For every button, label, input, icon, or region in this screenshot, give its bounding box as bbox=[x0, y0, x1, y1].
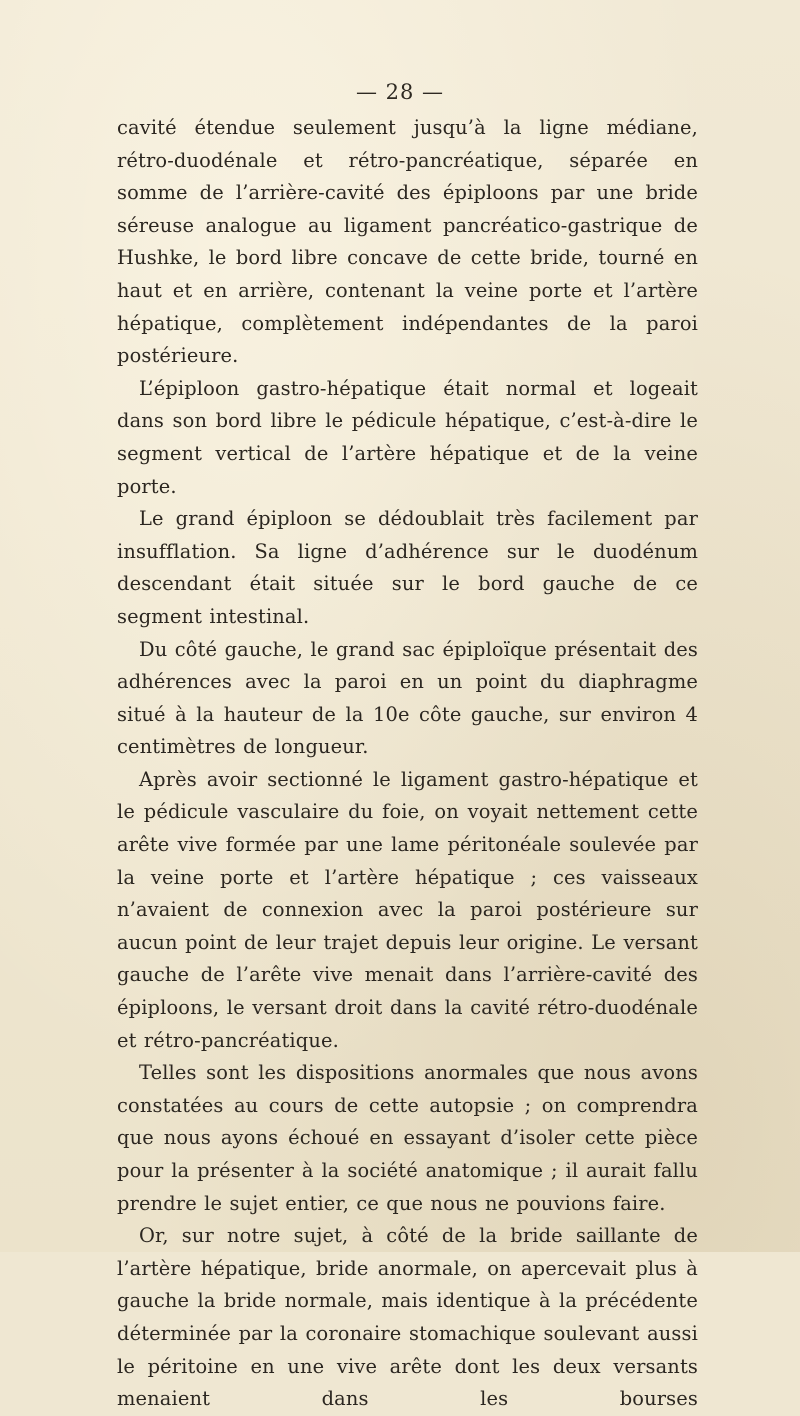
paragraph-5: Après avoir sectionné le ligament gastro-hépatique et le pédicule vasculaire du foie, on voyait nettement cette arête vive formée par une lame péritonéale soulevée par la veine porte et l’artère hépatique ; ces vaisseaux n’avaient de connexion avec la paroi postérieure sur aucun point de leur trajet depuis leur origine. Le versant gauche de l’arête vive menait dans l’arrière-cavité des épiploons, le versant droit dans la cavité rétro-duodénale et rétro-pancréatique. bbox=[117, 767, 698, 1052]
page-number: — 28 — bbox=[355, 80, 445, 104]
paragraph-6: Telles sont les dispositions anormales que nous avons constatées au cours de cette autopsie ; on comprendra que nous ayons échoué en essayant d’isoler cette pièce pour la présenter à la société anatomique ; il aurait fallu prendre le sujet entier, ce que nous ne pouvions faire. bbox=[117, 1061, 698, 1215]
paragraph-1: cavité étendue seulement jusqu’à la ligne médiane, rétro-duodénale et rétro-pancréatique, séparée en somme de l’arrière-cavité des épiploons par une bride séreuse analogue au ligament pancréatico-gastrique de Hushke, le bord libre concave de cette bride, tourné en haut et en arrière, contenant la veine porte et l’artère hépatique, complètement indépendantes de la paroi postérieure. bbox=[117, 116, 698, 368]
paragraph-2: L’épiploon gastro-hépatique était normal et logeait dans son bord libre le pédicule hépatique, c’est-à-dire le segment vertical de l’artère hépatique et de la veine porte. bbox=[117, 376, 698, 498]
paragraph-7: Or, sur notre sujet, à côté de la bride saillante de l’artère hépatique, bride anormale, on apercevait plus à gauche la bride normale, mais identique à la précédente déterminée par la coronaire stomachique soulevant aussi le péritoine en une vive arête dont les deux versants menaient dans les bourses bbox=[117, 1224, 698, 1411]
body-text bbox=[117, 112, 698, 1416]
paragraph-3: Le grand épiploon se dédoublait très facilement par insufflation. Sa ligne d’adhérence sur le duodénum descendant était située sur le bord gauche de ce segment intestinal. bbox=[117, 507, 698, 628]
paragraph-4: Du côté gauche, le grand sac épiploïque présentait des adhérences avec la paroi en un point du diaphragme situé à la hauteur de la 10e côte gauche, sur environ 4 centimètres de longueur. bbox=[117, 637, 698, 759]
